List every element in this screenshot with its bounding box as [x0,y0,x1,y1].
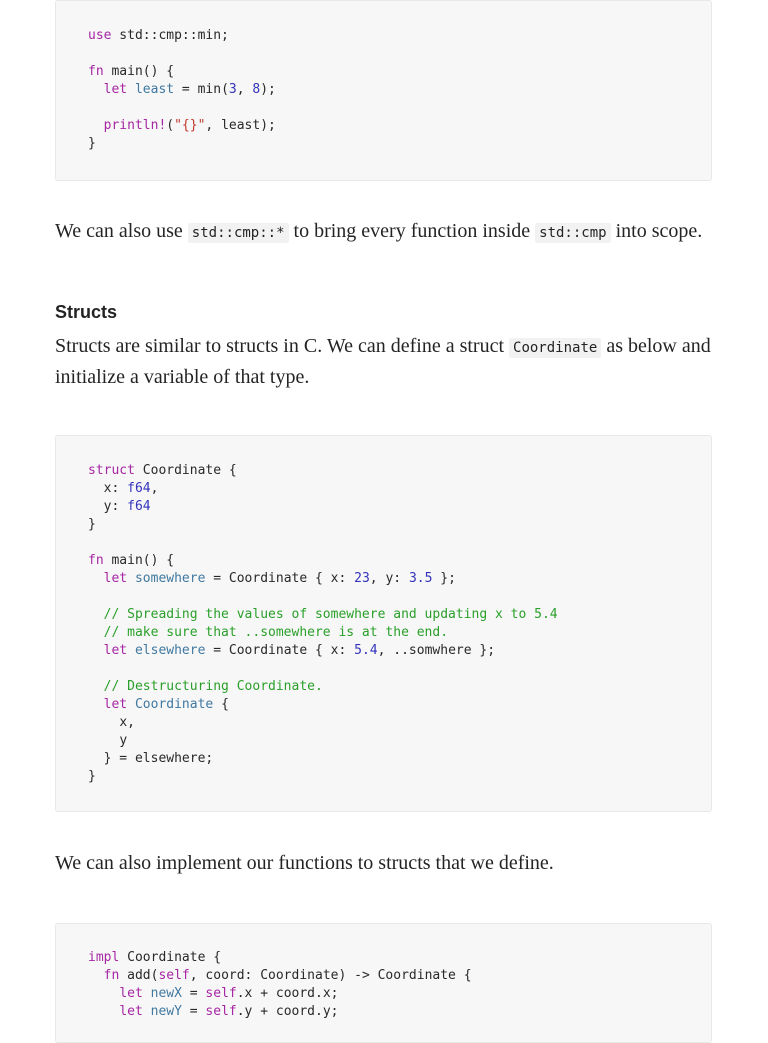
code-token: Coordinate [134,697,214,712]
code-token: { [213,697,229,712]
text: We can also use [55,220,183,242]
code-token: y: [103,499,128,514]
code-token: fn [103,968,120,983]
code-token: }; [432,571,456,586]
code-token: main() { [103,553,175,568]
inline-code: std::cmp::* [188,223,289,243]
section-heading-structs: Structs [55,302,118,322]
code-token: Coordinate { [119,950,222,965]
code-token: = [181,986,206,1001]
code-token: 3.5 [408,571,433,586]
code-token: , [150,481,159,496]
code-token: newY [150,1004,182,1019]
code-block-use-min [55,0,712,181]
code-token: Coordinate { [134,463,237,478]
code-token: .y + coord.y; [236,1004,339,1019]
code-token: , least); [205,118,276,133]
code-token: main() { [103,64,175,79]
text: to bring every function inside [293,220,531,242]
code-comment: // Spreading the values of somewhere and updating x to 5.4 [103,607,558,622]
code-token: ); [260,82,276,97]
code-text [88,462,558,786]
code-token: , [236,82,253,97]
code-token: impl [88,950,120,965]
code-token: self [205,1004,237,1019]
code-token: = min( [174,82,229,97]
code-token: 23 [354,571,370,586]
inline-code: Coordinate [509,338,601,358]
code-text [88,27,276,153]
code-token: use [88,28,112,43]
code-block-struct-coordinate [55,435,712,812]
code-token: let [103,697,128,712]
code-token: self [205,986,237,1001]
code-comment: // Destructuring Coordinate. [103,679,323,694]
code-token: .x + coord.x; [236,986,339,1001]
code-token: = Coordinate { x: [205,643,355,658]
code-comment: // make sure that ..somewhere is at the end. [103,625,449,640]
code-token: ( [166,118,175,133]
code-token: println! [103,118,167,133]
inline-code: std::cmp [535,223,610,243]
code-token: somewhere [134,571,206,586]
code-token: } [88,136,96,151]
paragraph-impl-intro: We can also implement our functions to structs that we define. [55,852,554,874]
code-token: 3 [228,82,237,97]
code-text [88,949,472,1021]
code-token: elsewhere [134,643,206,658]
code-token: = Coordinate { x: [205,571,355,586]
text: Structs are similar to structs in C. We can define a struct [55,335,505,357]
code-token: let [119,986,143,1001]
code-token: least [134,82,175,97]
paragraph-std-cmp [55,217,715,248]
code-token: std::cmp::min; [111,28,229,43]
code-token: } [88,517,96,532]
paragraph-structs-intro [55,332,715,392]
code-token: 8 [252,82,261,97]
code-token: fn [88,553,104,568]
code-token: } [88,769,96,784]
code-token: , coord: Coordinate) -> Coordinate { [189,968,472,983]
code-token: 5.4 [354,643,378,658]
code-token: let [103,571,128,586]
code-token: fn [88,64,104,79]
code-token: self [158,968,190,983]
code-token: let [103,643,128,658]
code-token: "{}" [174,118,206,133]
code-token: newX [150,986,182,1001]
code-token: y [119,733,128,748]
code-token: , y: [369,571,409,586]
code-token: struct [88,463,135,478]
code-token: = [181,1004,206,1019]
code-token: x, [119,715,135,730]
code-token: add( [119,968,159,983]
code-token: , ..somwhere }; [377,643,496,658]
code-token: f64 [127,481,151,496]
text: as below and initialize a variable of that type. [55,335,711,388]
code-block-impl-coordinate [55,923,712,1043]
code-token: f64 [127,499,151,514]
code-token: let [103,82,128,97]
code-token: x: [103,481,128,496]
code-token: } = elsewhere; [103,751,214,766]
code-token: let [119,1004,143,1019]
text: into scope. [615,220,703,242]
